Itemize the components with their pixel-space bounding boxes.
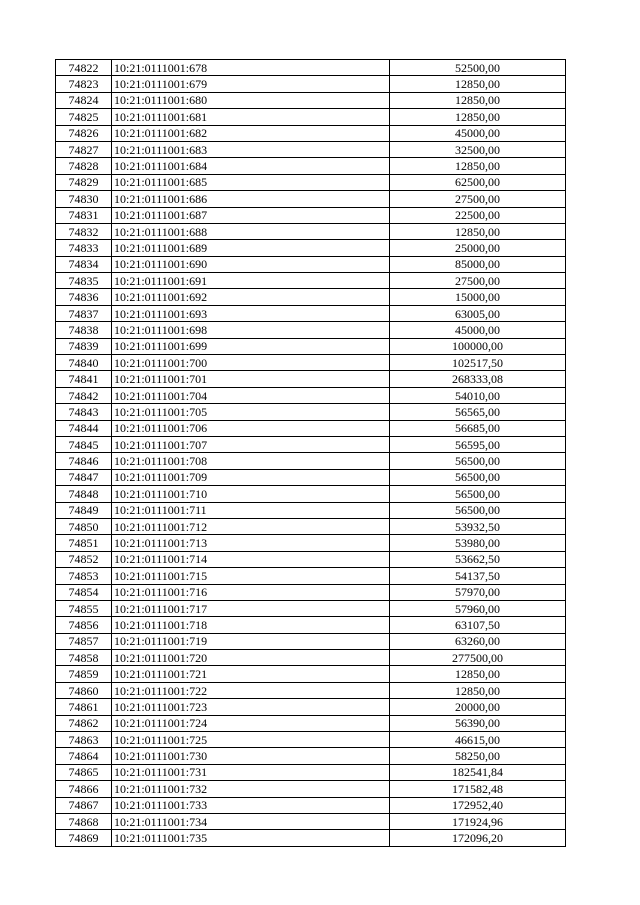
table-row xyxy=(56,764,566,780)
table-row xyxy=(56,650,566,666)
cadastral-number-cell: 10:21:0111001:735 xyxy=(112,830,390,846)
value-cell: 277500,00 xyxy=(390,650,566,666)
value-cell: 22500,00 xyxy=(390,207,566,223)
value-cell: 53932,50 xyxy=(390,518,566,534)
value-cell: 171582,48 xyxy=(390,781,566,797)
cadastral-number-cell: 10:21:0111001:734 xyxy=(112,813,390,829)
cadastral-number-cell: 10:21:0111001:706 xyxy=(112,420,390,436)
row-number-cell: 74832 xyxy=(56,223,112,239)
value-cell: 172096,20 xyxy=(390,830,566,846)
value-cell: 53662,50 xyxy=(390,551,566,567)
value-cell: 102517,50 xyxy=(390,355,566,371)
value-cell: 15000,00 xyxy=(390,289,566,305)
cadastral-number-cell: 10:21:0111001:708 xyxy=(112,453,390,469)
table-row xyxy=(56,732,566,748)
row-number-cell: 74842 xyxy=(56,387,112,403)
value-cell: 63005,00 xyxy=(390,305,566,321)
value-cell: 53980,00 xyxy=(390,535,566,551)
row-number-cell: 74838 xyxy=(56,322,112,338)
cadastral-number-cell: 10:21:0111001:707 xyxy=(112,436,390,452)
cadastral-number-cell: 10:21:0111001:722 xyxy=(112,682,390,698)
table-row xyxy=(56,715,566,731)
cadastral-number-cell: 10:21:0111001:718 xyxy=(112,617,390,633)
table-row xyxy=(56,584,566,600)
table-row xyxy=(56,60,566,76)
table-row xyxy=(56,76,566,92)
row-number-cell: 74849 xyxy=(56,502,112,518)
row-number-cell: 74862 xyxy=(56,715,112,731)
table-row xyxy=(56,666,566,682)
cadastral-number-cell: 10:21:0111001:712 xyxy=(112,518,390,534)
value-cell: 56390,00 xyxy=(390,715,566,731)
row-number-cell: 74854 xyxy=(56,584,112,600)
cadastral-number-cell: 10:21:0111001:733 xyxy=(112,797,390,813)
table-row xyxy=(56,338,566,354)
value-cell: 56685,00 xyxy=(390,420,566,436)
row-number-cell: 74847 xyxy=(56,469,112,485)
value-cell: 32500,00 xyxy=(390,141,566,157)
row-number-cell: 74831 xyxy=(56,207,112,223)
value-cell: 20000,00 xyxy=(390,699,566,715)
row-number-cell: 74841 xyxy=(56,371,112,387)
table-row xyxy=(56,436,566,452)
cadastral-number-cell: 10:21:0111001:724 xyxy=(112,715,390,731)
table-row xyxy=(56,420,566,436)
row-number-cell: 74834 xyxy=(56,256,112,272)
row-number-cell: 74835 xyxy=(56,273,112,289)
table-row xyxy=(56,568,566,584)
table-row xyxy=(56,256,566,272)
row-number-cell: 74857 xyxy=(56,633,112,649)
table-row xyxy=(56,223,566,239)
table-row xyxy=(56,551,566,567)
cadastral-number-cell: 10:21:0111001:680 xyxy=(112,92,390,108)
table-row xyxy=(56,781,566,797)
value-cell: 56565,00 xyxy=(390,404,566,420)
value-cell: 57970,00 xyxy=(390,584,566,600)
row-number-cell: 74867 xyxy=(56,797,112,813)
cadastral-number-cell: 10:21:0111001:678 xyxy=(112,60,390,76)
value-cell: 54010,00 xyxy=(390,387,566,403)
cadastral-number-cell: 10:21:0111001:730 xyxy=(112,748,390,764)
value-cell: 182541,84 xyxy=(390,764,566,780)
row-number-cell: 74828 xyxy=(56,158,112,174)
table-row xyxy=(56,748,566,764)
cadastral-number-cell: 10:21:0111001:700 xyxy=(112,355,390,371)
table-row xyxy=(56,617,566,633)
row-number-cell: 74846 xyxy=(56,453,112,469)
row-number-cell: 74859 xyxy=(56,666,112,682)
row-number-cell: 74836 xyxy=(56,289,112,305)
table-row xyxy=(56,355,566,371)
cadastral-number-cell: 10:21:0111001:732 xyxy=(112,781,390,797)
cadastral-number-cell: 10:21:0111001:687 xyxy=(112,207,390,223)
cadastral-number-cell: 10:21:0111001:713 xyxy=(112,535,390,551)
row-number-cell: 74864 xyxy=(56,748,112,764)
cadastral-number-cell: 10:21:0111001:719 xyxy=(112,633,390,649)
cadastral-number-cell: 10:21:0111001:698 xyxy=(112,322,390,338)
cadastral-number-cell: 10:21:0111001:679 xyxy=(112,76,390,92)
table-row xyxy=(56,109,566,125)
value-cell: 63107,50 xyxy=(390,617,566,633)
value-cell: 56500,00 xyxy=(390,469,566,485)
table-row xyxy=(56,207,566,223)
cadastral-number-cell: 10:21:0111001:699 xyxy=(112,338,390,354)
cadastral-value-table xyxy=(55,59,566,847)
value-cell: 63260,00 xyxy=(390,633,566,649)
row-number-cell: 74822 xyxy=(56,60,112,76)
row-number-cell: 74863 xyxy=(56,732,112,748)
row-number-cell: 74851 xyxy=(56,535,112,551)
value-cell: 58250,00 xyxy=(390,748,566,764)
table-row xyxy=(56,92,566,108)
value-cell: 52500,00 xyxy=(390,60,566,76)
cadastral-number-cell: 10:21:0111001:715 xyxy=(112,568,390,584)
table-row xyxy=(56,633,566,649)
cadastral-number-cell: 10:21:0111001:690 xyxy=(112,256,390,272)
cadastral-number-cell: 10:21:0111001:686 xyxy=(112,191,390,207)
row-number-cell: 74868 xyxy=(56,813,112,829)
row-number-cell: 74827 xyxy=(56,141,112,157)
table-row xyxy=(56,371,566,387)
cadastral-number-cell: 10:21:0111001:704 xyxy=(112,387,390,403)
row-number-cell: 74829 xyxy=(56,174,112,190)
value-cell: 56595,00 xyxy=(390,436,566,452)
row-number-cell: 74844 xyxy=(56,420,112,436)
row-number-cell: 74843 xyxy=(56,404,112,420)
cadastral-number-cell: 10:21:0111001:685 xyxy=(112,174,390,190)
table-row xyxy=(56,273,566,289)
value-cell: 12850,00 xyxy=(390,682,566,698)
cadastral-number-cell: 10:21:0111001:691 xyxy=(112,273,390,289)
table-row xyxy=(56,158,566,174)
row-number-cell: 74826 xyxy=(56,125,112,141)
value-cell: 12850,00 xyxy=(390,666,566,682)
cadastral-number-cell: 10:21:0111001:725 xyxy=(112,732,390,748)
value-cell: 100000,00 xyxy=(390,338,566,354)
value-cell: 172952,40 xyxy=(390,797,566,813)
value-cell: 45000,00 xyxy=(390,125,566,141)
row-number-cell: 74856 xyxy=(56,617,112,633)
value-cell: 25000,00 xyxy=(390,240,566,256)
cadastral-number-cell: 10:21:0111001:681 xyxy=(112,109,390,125)
row-number-cell: 74853 xyxy=(56,568,112,584)
table-row xyxy=(56,174,566,190)
table-row xyxy=(56,191,566,207)
cadastral-number-cell: 10:21:0111001:711 xyxy=(112,502,390,518)
value-cell: 56500,00 xyxy=(390,486,566,502)
value-cell: 46615,00 xyxy=(390,732,566,748)
row-number-cell: 74833 xyxy=(56,240,112,256)
row-number-cell: 74860 xyxy=(56,682,112,698)
row-number-cell: 74823 xyxy=(56,76,112,92)
cadastral-number-cell: 10:21:0111001:710 xyxy=(112,486,390,502)
row-number-cell: 74861 xyxy=(56,699,112,715)
value-cell: 45000,00 xyxy=(390,322,566,338)
cadastral-number-cell: 10:21:0111001:731 xyxy=(112,764,390,780)
table-row xyxy=(56,469,566,485)
cadastral-number-cell: 10:21:0111001:692 xyxy=(112,289,390,305)
value-cell: 62500,00 xyxy=(390,174,566,190)
cadastral-number-cell: 10:21:0111001:683 xyxy=(112,141,390,157)
cadastral-number-cell: 10:21:0111001:721 xyxy=(112,666,390,682)
value-cell: 12850,00 xyxy=(390,109,566,125)
row-number-cell: 74837 xyxy=(56,305,112,321)
cadastral-number-cell: 10:21:0111001:709 xyxy=(112,469,390,485)
table-row xyxy=(56,322,566,338)
value-cell: 12850,00 xyxy=(390,92,566,108)
cadastral-number-cell: 10:21:0111001:701 xyxy=(112,371,390,387)
row-number-cell: 74845 xyxy=(56,436,112,452)
cadastral-number-cell: 10:21:0111001:723 xyxy=(112,699,390,715)
value-cell: 27500,00 xyxy=(390,273,566,289)
row-number-cell: 74850 xyxy=(56,518,112,534)
cadastral-number-cell: 10:21:0111001:705 xyxy=(112,404,390,420)
table-row xyxy=(56,502,566,518)
cadastral-number-cell: 10:21:0111001:714 xyxy=(112,551,390,567)
table-row xyxy=(56,289,566,305)
table-row xyxy=(56,535,566,551)
value-cell: 12850,00 xyxy=(390,158,566,174)
table-row xyxy=(56,699,566,715)
table-row xyxy=(56,486,566,502)
value-cell: 268333,08 xyxy=(390,371,566,387)
table-row xyxy=(56,305,566,321)
row-number-cell: 74830 xyxy=(56,191,112,207)
value-cell: 85000,00 xyxy=(390,256,566,272)
row-number-cell: 74865 xyxy=(56,764,112,780)
value-cell: 57960,00 xyxy=(390,600,566,616)
row-number-cell: 74824 xyxy=(56,92,112,108)
value-cell: 56500,00 xyxy=(390,502,566,518)
value-cell: 56500,00 xyxy=(390,453,566,469)
row-number-cell: 74848 xyxy=(56,486,112,502)
value-cell: 27500,00 xyxy=(390,191,566,207)
row-number-cell: 74825 xyxy=(56,109,112,125)
table-row xyxy=(56,125,566,141)
cadastral-number-cell: 10:21:0111001:720 xyxy=(112,650,390,666)
table-body xyxy=(56,60,566,847)
cadastral-number-cell: 10:21:0111001:693 xyxy=(112,305,390,321)
cadastral-number-cell: 10:21:0111001:716 xyxy=(112,584,390,600)
table-row xyxy=(56,240,566,256)
cadastral-number-cell: 10:21:0111001:717 xyxy=(112,600,390,616)
table-row xyxy=(56,830,566,846)
cadastral-number-cell: 10:21:0111001:684 xyxy=(112,158,390,174)
table-row xyxy=(56,797,566,813)
value-cell: 12850,00 xyxy=(390,76,566,92)
row-number-cell: 74840 xyxy=(56,355,112,371)
value-cell: 12850,00 xyxy=(390,223,566,239)
row-number-cell: 74869 xyxy=(56,830,112,846)
value-cell: 54137,50 xyxy=(390,568,566,584)
table-row xyxy=(56,813,566,829)
cadastral-number-cell: 10:21:0111001:682 xyxy=(112,125,390,141)
value-cell: 171924,96 xyxy=(390,813,566,829)
cadastral-number-cell: 10:21:0111001:688 xyxy=(112,223,390,239)
table-row xyxy=(56,682,566,698)
table-row xyxy=(56,404,566,420)
row-number-cell: 74866 xyxy=(56,781,112,797)
table-row xyxy=(56,387,566,403)
table-row xyxy=(56,518,566,534)
cadastral-number-cell: 10:21:0111001:689 xyxy=(112,240,390,256)
row-number-cell: 74852 xyxy=(56,551,112,567)
table-row xyxy=(56,600,566,616)
row-number-cell: 74839 xyxy=(56,338,112,354)
table-row xyxy=(56,453,566,469)
row-number-cell: 74858 xyxy=(56,650,112,666)
table-row xyxy=(56,141,566,157)
row-number-cell: 74855 xyxy=(56,600,112,616)
